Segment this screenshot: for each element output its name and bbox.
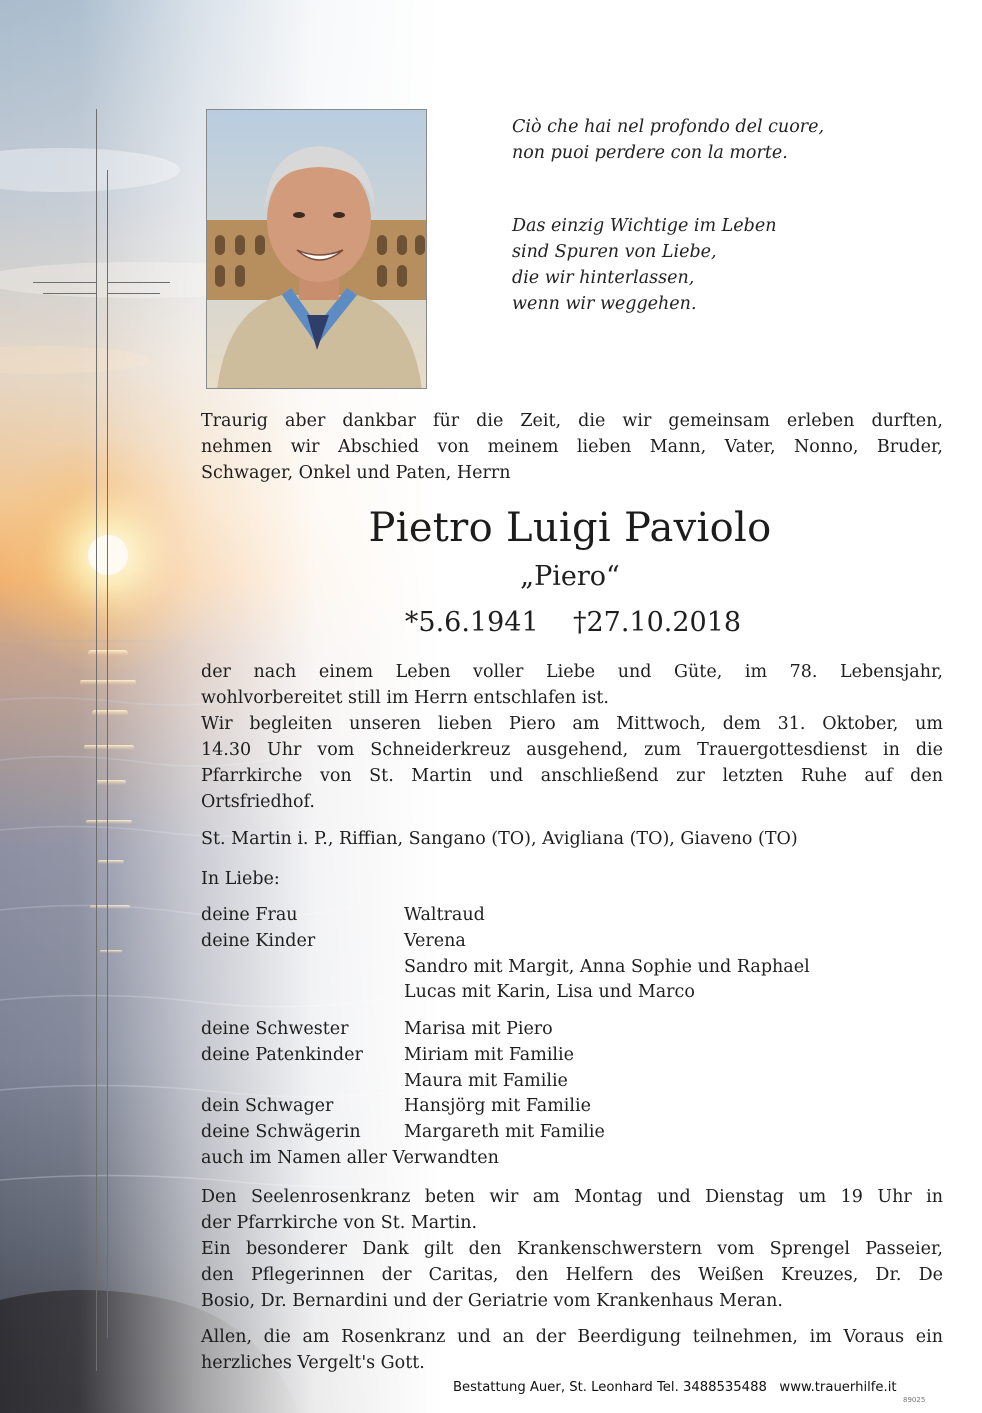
relative-role: deine Kinder <box>201 930 316 951</box>
relative-role: deine Schwägerin <box>201 1122 361 1143</box>
relative-role <box>201 1068 404 1094</box>
intro-line: nehmen wir Abschied von meinem lieben Mann, Vater, Nonno, Bruder, <box>201 437 943 457</box>
quote-line: sind Spuren von Liebe, <box>512 242 717 262</box>
in-love-text: In Liebe: <box>201 869 280 889</box>
relative-name: Miriam mit Familie <box>404 1044 574 1065</box>
rosary-paragraph <box>201 1184 943 1314</box>
relative-row <box>201 1068 605 1094</box>
relative-role: dein Schwager <box>201 1096 334 1117</box>
all-relatives-text: auch im Namen aller Verwandten <box>201 1147 499 1168</box>
relative-row <box>201 954 810 980</box>
relative-name: Hansjörg mit Familie <box>404 1096 591 1117</box>
rosary-line: der Pfarrkirche von St. Martin. <box>201 1213 478 1233</box>
relative-name: Maura mit Familie <box>404 1070 568 1091</box>
deceased-nickname: „Piero“ <box>520 561 620 592</box>
quote-line: wenn wir weggehen. <box>512 294 697 314</box>
relative-role <box>201 954 404 980</box>
death-date: †27.10.2018 <box>572 607 742 638</box>
relative-row <box>201 979 810 1005</box>
all-relatives-row <box>201 1145 605 1171</box>
deceased-name: Pietro Luigi Paviolo <box>368 505 772 551</box>
relative-row <box>201 902 810 928</box>
rosary-line: Ein besonderer Dank gilt den Krankenschwerstern vom Sprengel Passeier, <box>201 1239 943 1259</box>
intro-line: Traurig aber dankbar für die Zeit, die wir gemeinsam erleben durften, <box>201 411 943 431</box>
relative-row <box>201 1093 605 1119</box>
body-line: Ortsfriedhof. <box>201 792 315 812</box>
relative-role <box>201 979 404 1005</box>
intro-paragraph <box>201 408 943 486</box>
body-line: Wir begleiten unseren lieben Piero am Mittwoch, dem 31. Oktober, um <box>201 714 943 734</box>
relative-row <box>201 1016 605 1042</box>
closing-line: Allen, die am Rosenkranz und an der Beerdigung teilnehmen, im Voraus ein <box>201 1327 943 1347</box>
relative-role: deine Frau <box>201 905 298 925</box>
quote-line: die wir hinterlassen, <box>512 268 695 288</box>
funeral-home-footer: Bestattung Auer, St. Leonhard Tel. 3488535488 www.trauerhilfe.it <box>453 1380 897 1395</box>
relative-row <box>201 1042 605 1068</box>
closing-line: herzliches Vergelt's Gott. <box>201 1353 425 1373</box>
relative-name: Sandro mit Margit, Anna Sophie und Raphael <box>404 956 810 977</box>
quote-line: non puoi perdere con la morte. <box>512 143 788 163</box>
print-code: 89025 <box>903 1396 926 1404</box>
portrait-photo <box>206 109 427 389</box>
relative-name: Margareth mit Familie <box>404 1122 605 1143</box>
quote-line: Ciò che hai nel profondo del cuore, <box>512 117 825 137</box>
relative-role: deine Patenkinder <box>201 1044 363 1065</box>
rosary-line: Bosio, Dr. Bernardini und der Geriatrie vom Krankenhaus Meran. <box>201 1291 783 1311</box>
rosary-line: Den Seelenrosenkranz beten wir am Montag und Dienstag um 19 Uhr in <box>201 1187 943 1207</box>
birth-date: *5.6.1941 <box>404 607 539 638</box>
intro-line: Schwager, Onkel und Paten, Herrn <box>201 463 511 483</box>
relative-name: Waltraud <box>404 905 485 925</box>
relative-name: Verena <box>404 930 466 951</box>
quote-italian <box>512 114 824 166</box>
quote-german <box>512 213 776 317</box>
body-line: 14.30 Uhr vom Schneiderkreuz ausgehend, zum Trauergottesdienst in die <box>201 740 943 760</box>
closing-paragraph <box>201 1324 943 1376</box>
body-line: der nach einem Leben voller Liebe und Güte, im 78. Lebensjahr, <box>201 662 943 682</box>
in-love-heading <box>201 866 943 892</box>
relative-role: deine Schwester <box>201 1019 349 1039</box>
rosary-line: den Pflegerinnen der Caritas, den Helfern des Weißen Kreuzes, Dr. De <box>201 1265 943 1285</box>
relatives-list-extended <box>201 1016 605 1171</box>
body-paragraph <box>201 659 943 815</box>
life-dates <box>0 606 982 640</box>
relative-row <box>201 928 810 954</box>
body-line: wohlvorbereitet still im Herrn entschlafen ist. <box>201 688 609 708</box>
relative-name: Lucas mit Karin, Lisa und Marco <box>404 982 695 1003</box>
body-line: Pfarrkirche von St. Martin und anschließend zur letzten Ruhe auf den <box>201 766 943 786</box>
relatives-list-family <box>201 902 810 1005</box>
places-line <box>201 826 943 852</box>
places-text: St. Martin i. P., Riffian, Sangano (TO), Avigliana (TO), Giaveno (TO) <box>201 829 798 849</box>
quote-line: Das einzig Wichtige im Leben <box>512 216 777 236</box>
relative-name: Marisa mit Piero <box>404 1019 553 1039</box>
relative-row <box>201 1119 605 1145</box>
